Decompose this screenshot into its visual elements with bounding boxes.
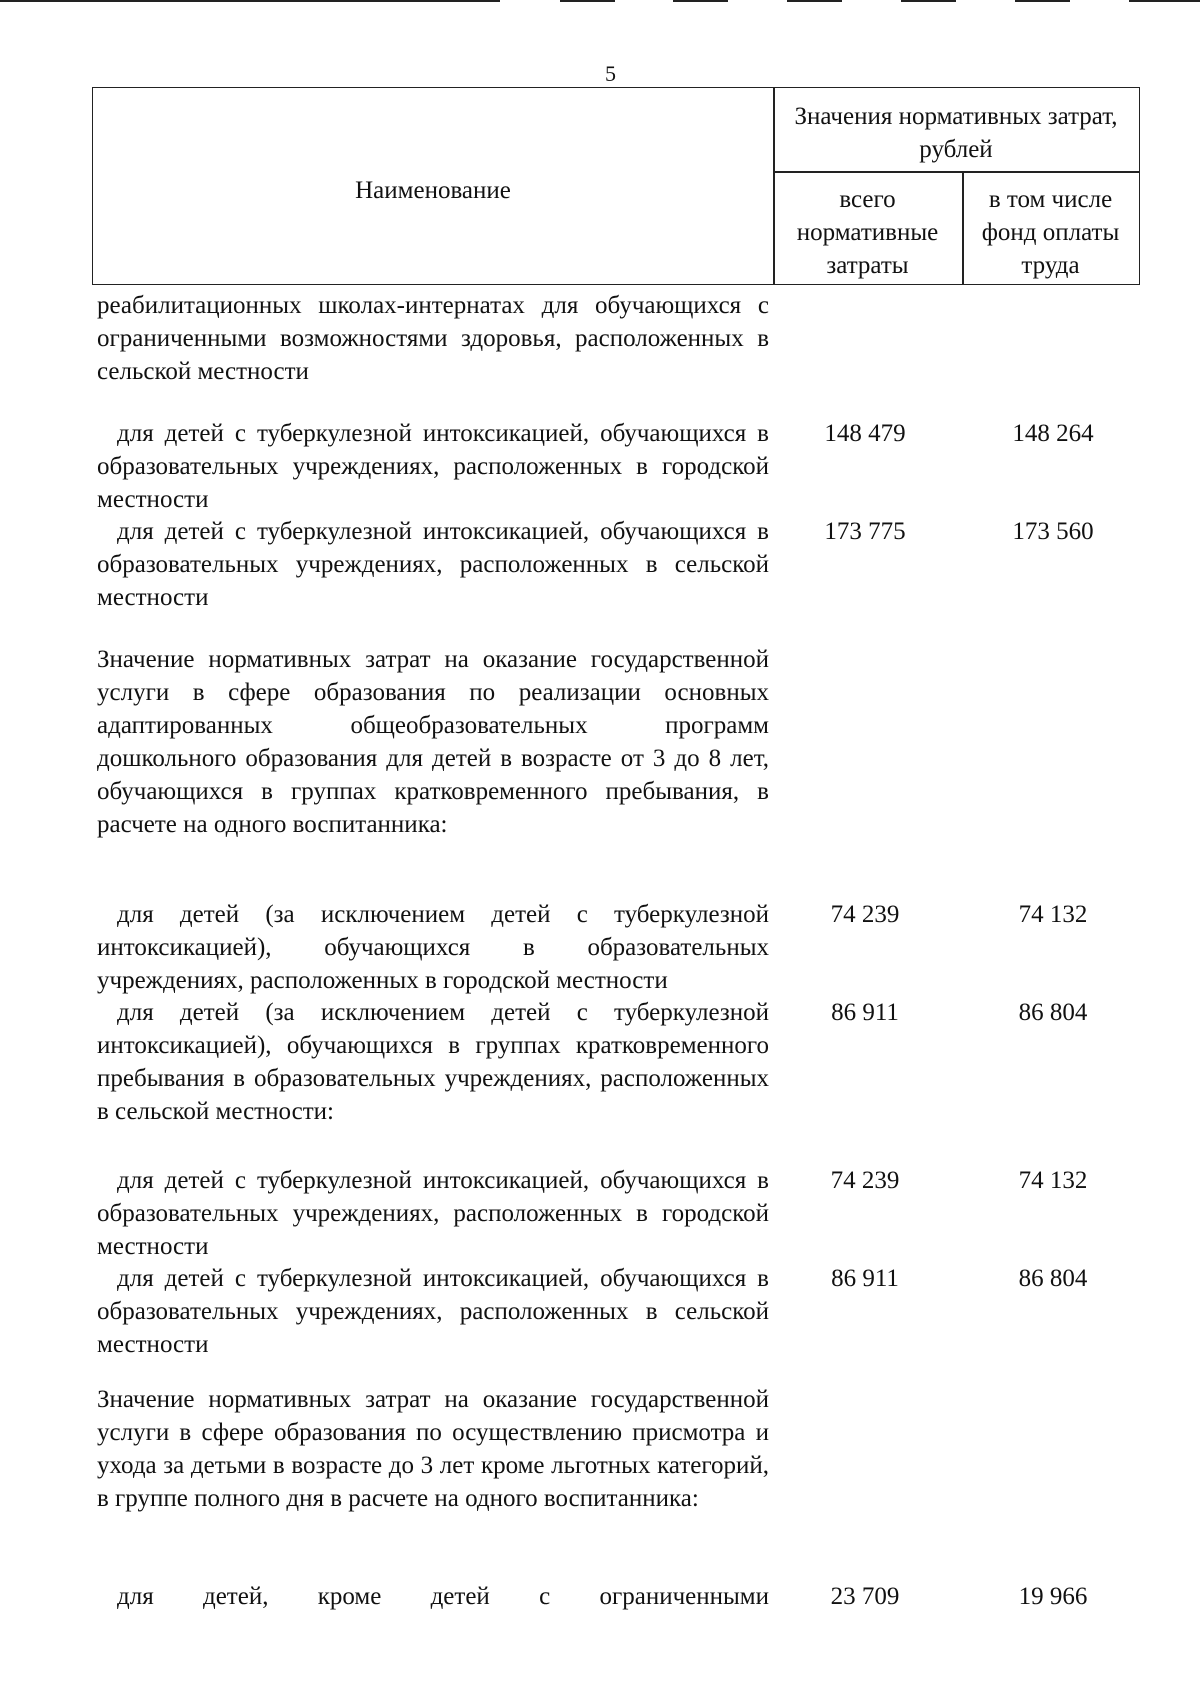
- row-name: для детей (за исключением детей с туберкулезной интоксикацией), обучающихся в группах кратковременного пребывания в образовательных учреждениях, расположенных в сельской местности:: [97, 999, 769, 1125]
- header-payroll-column: в том числе фонд оплаты труда: [981, 186, 1120, 279]
- row-name: для детей с туберкулезной интоксикацией, обучающихся в образовательных учреждениях, расположенных в сельской местности: [97, 518, 769, 611]
- row-total-value: 74 239: [830, 901, 900, 928]
- page-number: 5: [605, 61, 616, 86]
- top-rule: [0, 0, 500, 2]
- row-name: реабилитационных школах-интернатах для обучающихся с ограниченными возможностями здоровья, расположенных в сельской местности: [97, 292, 769, 385]
- top-rule: [901, 0, 956, 2]
- row-name: для детей с туберкулезной интоксикацией, обучающихся в образовательных учреждениях, расположенных в городской местности: [97, 1167, 769, 1260]
- row-payroll-value: 74 132: [1018, 1167, 1088, 1194]
- table-header: [92, 87, 1140, 285]
- row-total-value: 23 709: [830, 1583, 900, 1610]
- header-total-column: всего нормативные затраты: [796, 186, 939, 279]
- row-total-value: 86 911: [831, 1265, 899, 1292]
- row-payroll-value: 86 804: [1018, 999, 1088, 1026]
- row-payroll-value: 19 966: [1018, 1583, 1088, 1610]
- header-values-group: Значения нормативных затрат, рублей: [794, 103, 1118, 163]
- row-name: Значение нормативных затрат на оказание государственной услуги в сфере образования по осуществлению присмотра и ухода за детьми в возрасте до 3 лет кроме льготных категорий, в группе полного дня в расчете на одного воспитанника:: [97, 1386, 769, 1512]
- row-name: для детей с туберкулезной интоксикацией, обучающихся в образовательных учреждениях, расположенных в городской местности: [97, 420, 769, 513]
- row-name: для детей с туберкулезной интоксикацией, обучающихся в образовательных учреждениях, расположенных в сельской местности: [97, 1265, 769, 1358]
- row-payroll-value: 74 132: [1018, 901, 1088, 928]
- top-rule: [1129, 0, 1200, 2]
- top-rule: [560, 0, 615, 2]
- row-total-value: 148 479: [824, 420, 906, 447]
- header-divider: [773, 171, 1139, 173]
- row-total-value: 74 239: [830, 1167, 900, 1194]
- row-payroll-value: 148 264: [1012, 420, 1094, 447]
- top-rule: [1015, 0, 1070, 2]
- top-rule: [787, 0, 842, 2]
- row-total-value: 173 775: [824, 518, 906, 545]
- row-name: для детей (за исключением детей с туберкулезной интоксикацией), обучающихся в образовательных учреждениях, расположенных в городской местности: [97, 901, 769, 994]
- row-name: для детей, кроме детей с ограниченными: [117, 1583, 769, 1610]
- row-payroll-value: 173 560: [1012, 518, 1094, 545]
- header-name-column: Наименование: [355, 177, 511, 204]
- top-rule: [673, 0, 728, 2]
- row-name: Значение нормативных затрат на оказание государственной услуги в сфере образования по реализации основных адаптированных общеобразовательных программ дошкольного образования для детей в возрасте от 3 до 8 лет, обучающихся в группах кратковременного пребывания, в расчете на одного воспитанника:: [97, 646, 769, 838]
- row-payroll-value: 86 804: [1018, 1265, 1088, 1292]
- row-total-value: 86 911: [831, 999, 899, 1026]
